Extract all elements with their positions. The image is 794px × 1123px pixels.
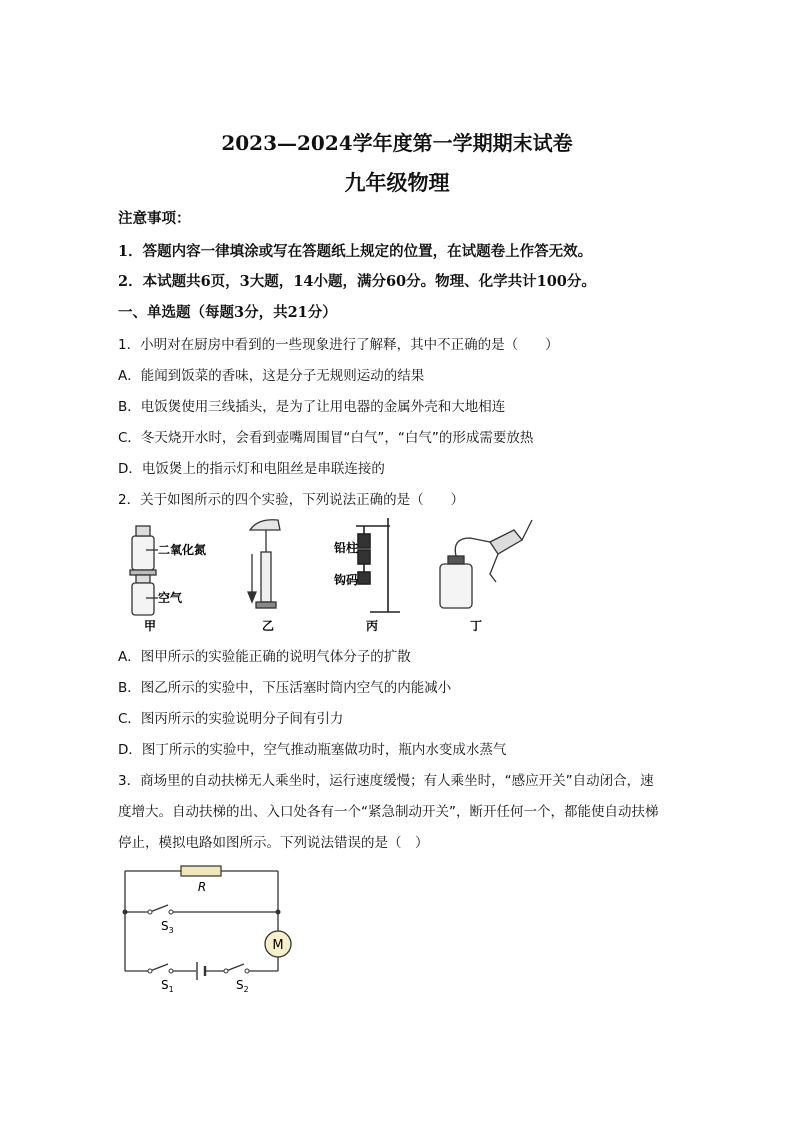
switch-contact	[148, 969, 152, 973]
q2-stem: 2．关于如图所示的四个实验，下列说法正确的是（ ）	[118, 492, 465, 508]
note-item-2: 2．本试题共6页，3大题，14小题，满分60分。物理、化学共计100分。	[118, 273, 596, 290]
q2-figure	[118, 512, 558, 637]
q2-option-b: B．图乙所示的实验中，下压活塞时筒内空气的内能减小	[118, 680, 452, 696]
q1-option-a: A．能闻到饭菜的香味，这是分子无规则运动的结果	[118, 368, 425, 384]
jar-experiment-figure	[130, 526, 158, 615]
q3-stem-line-1: 3．商场里的自动扶梯无人乘坐时，运行速度缓慢；有人乘坐时，“感应开关”自动闭合，速	[118, 773, 654, 789]
caption-ding: 丁	[470, 619, 483, 633]
resistor-label: R	[197, 880, 207, 894]
q1-option-c: C．冬天烧开水时，会看到壶嘴周围冒“白气”，“白气”的形成需要放热	[118, 430, 534, 446]
switch-s3-label: $S_3$	[161, 919, 174, 935]
motor-label: M	[272, 938, 284, 953]
resistor-symbol	[181, 866, 221, 876]
label-no2: 二氧化氮	[158, 543, 207, 557]
q1-option-d: D．电饭煲上的指示灯和电阻丝是串联连接的	[118, 461, 385, 477]
bottle-pump-figure	[440, 520, 532, 608]
caption-bing: 丙	[366, 619, 379, 633]
caption-yi: 乙	[262, 619, 275, 633]
switch-contact	[224, 969, 228, 973]
caption-jia: 甲	[144, 619, 157, 633]
q1-option-b: B．电饭煲使用三线插头，是为了让用电器的金属外壳和大地相连	[118, 399, 506, 415]
section-heading: 一、单选题（每题3分，共21分）	[118, 304, 337, 321]
note-item-1: 1．答题内容一律填涂或写在答题纸上规定的位置，在试题卷上作答无效。	[118, 243, 593, 260]
piston-tube-figure	[248, 520, 280, 608]
switch-contact	[169, 969, 173, 973]
label-weight: 钩码	[334, 573, 359, 587]
q2-option-d: D．图丁所示的实验中，空气推动瓶塞做功时，瓶内水变成水蒸气	[118, 742, 507, 758]
switch-s1-label: $S_1$	[161, 978, 174, 994]
junction-dot-left	[123, 910, 128, 915]
q2-option-c: C．图丙所示的实验说明分子间有引力	[118, 711, 344, 727]
switch-contact	[169, 910, 173, 914]
switch-contact	[245, 969, 249, 973]
label-air: 空气	[158, 591, 183, 605]
junction-dot-right	[276, 910, 281, 915]
q3-stem-line-2: 度增大。自动扶梯的出、入口处各有一个“紧急制动开关”，断开任何一个，都能使自动扶梯	[118, 804, 659, 820]
q1-stem: 1．小明对在厨房中看到的一些现象进行了解释，其中不正确的是（ ）	[118, 337, 559, 353]
exam-subtitle: 九年级物理	[344, 170, 450, 195]
q2-option-a: A．图甲所示的实验能正确的说明气体分子的扩散	[118, 649, 411, 665]
exam-title: 2023—2024学年度第一学期期末试卷	[221, 131, 573, 155]
q3-stem-line-3: 停止，模拟电路如图所示。下列说法错误的是（ ）	[118, 835, 429, 851]
label-lead: 铅柱	[334, 541, 359, 555]
circuit-diagram	[118, 858, 308, 998]
lead-cylinder-figure	[356, 518, 400, 612]
notes-heading: 注意事项：	[118, 210, 191, 227]
switch-s2-label: $S_2$	[236, 978, 249, 994]
battery-symbol	[197, 962, 205, 980]
switch-contact	[148, 910, 152, 914]
